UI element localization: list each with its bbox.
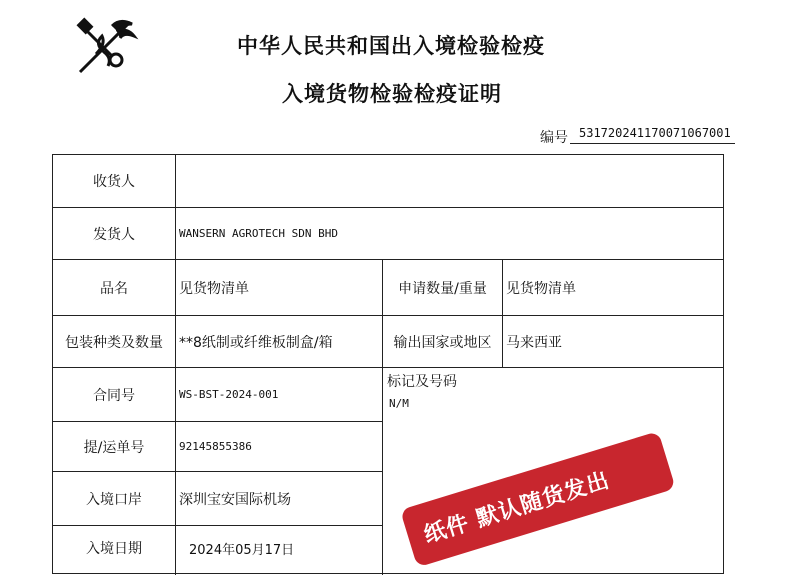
origin-country-value: 马来西亚 (506, 334, 562, 351)
packing-label: 包装种类及数量 (65, 334, 163, 351)
entry-date-value: 2024年05月17日 (189, 542, 295, 558)
origin-country-label: 输出国家或地区 (393, 334, 492, 351)
packing-value: **8纸制或纤维板制盒/箱 (179, 334, 333, 351)
consignee-label: 收货人 (93, 174, 135, 190)
certificate-table (52, 154, 724, 574)
product-name-label: 品名 (100, 280, 128, 297)
quantity-weight-value: 见货物清单 (506, 280, 576, 297)
quantity-weight-label: 申请数量/重量 (398, 280, 487, 297)
serial-number-label: 编号 (540, 130, 568, 146)
waybill-label: 提/运单号 (83, 439, 145, 456)
entry-date-label: 入境日期 (86, 541, 142, 557)
paper-copy-stamp: 纸件 默认随货发出 (400, 431, 676, 567)
consignor-label: 发货人 (93, 226, 135, 243)
entry-port-value: 深圳宝安国际机场 (179, 491, 291, 508)
entry-port-label: 入境口岸 (86, 491, 142, 508)
marks-numbers-value: N/M (389, 397, 409, 410)
product-name-value: 见货物清单 (179, 280, 249, 297)
consignor-value: WANSERN AGROTECH SDN BHD (179, 227, 338, 240)
contract-number-label: 合同号 (93, 387, 135, 404)
marks-numbers-label: 标记及号码 (387, 374, 457, 390)
waybill-value: 92145855386 (179, 440, 252, 453)
certificate-title: 入境货物检验检疫证明 (282, 82, 502, 106)
contract-number-value: WS-BST-2024-001 (179, 388, 279, 401)
consignee-value (176, 155, 719, 207)
document-authority-title: 中华人民共和国出入境检验检疫 (237, 34, 545, 58)
serial-number-value: 531720241170071067001 (570, 124, 735, 144)
caduceus-key-emblem-icon (72, 14, 144, 78)
